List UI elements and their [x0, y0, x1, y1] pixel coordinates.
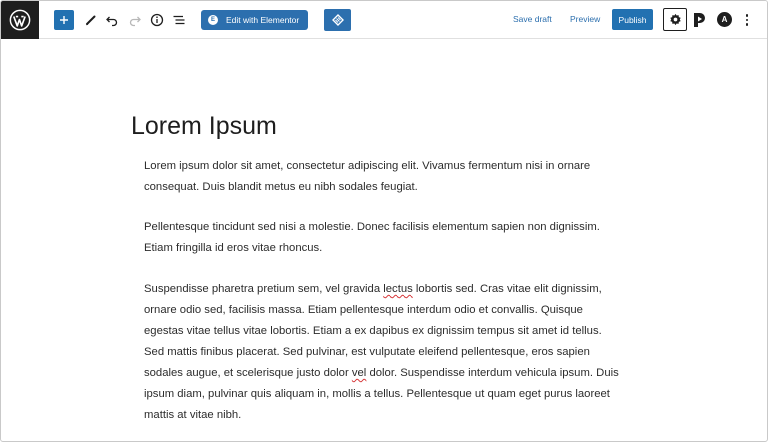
list-view-button[interactable]	[171, 9, 187, 31]
post-title[interactable]: Lorem Ipsum	[131, 112, 277, 140]
paragraph-block[interactable]: Lorem ipsum dolor sit amet, consectetur adipiscing elit. Vivamus fermentum nisi in ornare consequat. Duis blandit metus eu nibh sodales feugiat.	[144, 160, 591, 193]
details-button[interactable]	[149, 9, 165, 31]
gear-icon	[669, 13, 682, 26]
wordpress-logo-icon	[9, 9, 31, 31]
pen-icon	[84, 13, 98, 27]
ticket-icon	[331, 13, 345, 27]
undo-icon	[105, 13, 119, 27]
preview-button[interactable]: Preview	[570, 14, 601, 24]
publish-button[interactable]: Publish	[612, 9, 653, 30]
ticket-plugin-button[interactable]	[324, 9, 351, 31]
add-block-button[interactable]	[54, 10, 74, 30]
plus-icon	[59, 15, 69, 25]
settings-button[interactable]	[663, 8, 687, 31]
paragraph-text: lobortis sed. Cras vitae elit dignissim, ornare odio sed, facilisis massa. Etiam pellentesque interdum odio et convallis. Quisque egestas vitae tellus vitae lobortis. Etiam a ex dapibus ex dignissim tempus sit amet id tellus. Sed mattis finibus placerat. Sed pulvinar, est vulputate eleifend pellentesque, eros sapien sodales augue, et scelerisque justo dolor	[144, 283, 602, 379]
wordpress-logo-button[interactable]	[1, 1, 39, 39]
plugin-a-icon[interactable]: A	[717, 12, 732, 27]
undo-button[interactable]	[104, 9, 120, 31]
redo-icon	[128, 13, 142, 27]
editor-canvas	[1, 40, 767, 442]
plugin-p-button[interactable]	[692, 11, 708, 29]
more-vertical-icon	[746, 14, 749, 17]
tools-button[interactable]	[83, 9, 99, 31]
list-view-icon	[172, 13, 186, 27]
elementor-icon: E	[208, 15, 218, 25]
info-icon	[150, 13, 164, 27]
editor-toolbar	[1, 1, 767, 39]
edit-with-elementor-label: Edit with Elementor	[226, 15, 300, 25]
paragraph-text: Suspendisse pharetra pretium sem, vel gravida	[144, 283, 384, 295]
plugin-p-icon	[692, 11, 708, 29]
misspelled-word: lectus	[383, 283, 413, 295]
paragraph-block[interactable]	[144, 279, 624, 426]
redo-button[interactable]	[127, 9, 143, 31]
more-options-button[interactable]	[743, 12, 751, 28]
paragraph-block[interactable]: Pellentesque tincidunt sed nisi a molestie. Donec facilisis elementum sapien non dignissim. Etiam fringilla id eros vitae rhoncus.	[144, 221, 600, 254]
misspelled-word: vel	[351, 367, 367, 379]
edit-with-elementor-button[interactable]	[201, 10, 308, 30]
paragraph-text: dolor. Suspendisse interdum vehicula ipsum. Duis ipsum diam, pulvinar quis aliquam in, mollis a tellus. Pellentesque ut quam eget purus laoreet mattis at vitae nibh.	[144, 367, 619, 421]
save-draft-button[interactable]: Save draft	[513, 14, 552, 24]
